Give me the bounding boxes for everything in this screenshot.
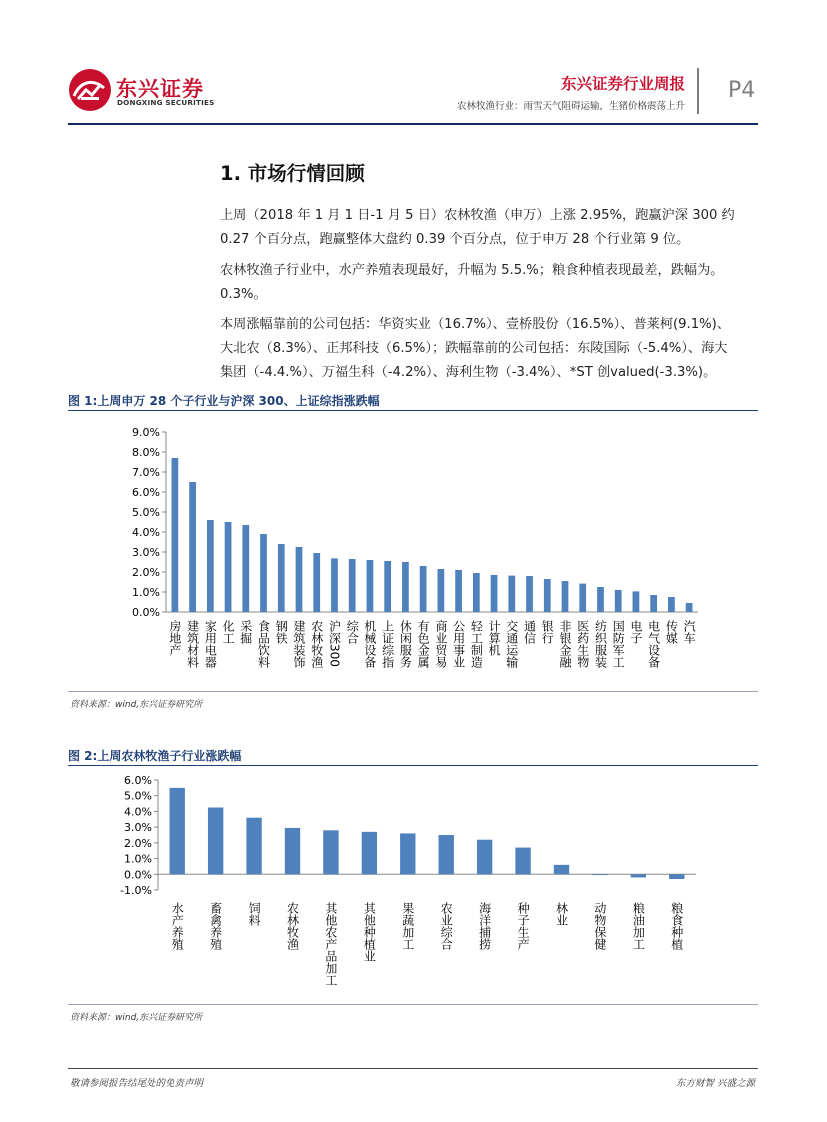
x-category-label: 计算机 — [487, 620, 502, 656]
page-number: P4 — [728, 78, 756, 103]
paragraph-line: 本周涨幅靠前的公司包括：华资实业（16.7%）、壹桥股份（16.5%）、普莱柯(9.1%)、 — [220, 317, 731, 332]
logo-text-en: DONGXING SECURITIES — [117, 98, 215, 107]
bar — [508, 576, 515, 612]
x-category-label: 医药生物 — [575, 620, 590, 668]
y-tick-label: 6.0% — [132, 486, 160, 499]
paragraph-line: 集团（-4.4.%）、万福生科（-4.2%）、海利生物（-3.4%）、*ST 创valued(-3.3%)。 — [220, 365, 717, 380]
footer-slogan: 东方财智 兴盛之源 — [675, 1078, 755, 1089]
paragraph-line: 大北农（8.3%）、正邦科技（6.5%）；跌幅靠前的公司包括：东陵国际（-5.4%）、海大 — [220, 341, 728, 356]
x-category-label: 农林牧渔 — [309, 620, 324, 668]
bar — [633, 591, 640, 612]
x-category-label: 商业贸易 — [433, 620, 448, 668]
bar — [420, 566, 427, 612]
bar — [189, 482, 196, 612]
bar — [208, 808, 223, 875]
figure-1-title: 图 1:上周申万 28 个子行业与沪深 300、上证综指涨跌幅 — [68, 394, 380, 408]
bar — [439, 835, 454, 874]
bar — [296, 547, 303, 612]
y-tick-label: 1.0% — [124, 852, 152, 866]
bar — [242, 525, 249, 612]
bar — [686, 603, 693, 612]
bar — [278, 544, 285, 612]
report-subtitle: 农林牧渔行业：雨雪天气阻碍运输，生猪价格震荡上升 — [456, 101, 685, 112]
x-category-label: 综合 — [345, 620, 360, 644]
figure-2-bottom-rule — [68, 1004, 758, 1005]
logo-emblem-icon — [68, 68, 112, 112]
paragraph-line: 农林牧渔子行业中，水产养殖表现最好，升幅为 5.5.%；粮食种植表现最差，跌幅为。 — [220, 263, 724, 278]
x-category-label: 建筑材料 — [185, 620, 200, 668]
x-category-label: 其他种植业 — [362, 902, 377, 962]
bar — [669, 874, 684, 879]
bar — [491, 575, 498, 612]
x-category-label: 有色金属 — [416, 620, 431, 668]
bar — [473, 573, 480, 612]
report-name: 东兴证券行业周报 — [560, 75, 685, 93]
bar — [260, 534, 267, 612]
page-header — [0, 0, 827, 130]
x-category-label: 粮食种植 — [669, 902, 684, 950]
bar — [554, 865, 569, 874]
x-category-label: 非银金融 — [558, 620, 572, 668]
x-category-label: 农林牧渔 — [285, 902, 300, 950]
bar — [477, 840, 492, 875]
x-category-label: 国防军工 — [611, 620, 626, 668]
x-category-label: 化工 — [221, 620, 236, 644]
x-category-label: 果蔬加工 — [400, 902, 415, 950]
x-category-label: 粮油加工 — [631, 902, 646, 950]
bar — [349, 559, 356, 612]
x-category-label: 汽车 — [682, 620, 697, 644]
x-category-label: 采掘 — [238, 620, 253, 644]
header-rule — [68, 123, 758, 125]
bar — [579, 584, 586, 612]
bar — [285, 828, 300, 874]
x-category-label: 农业综合 — [439, 902, 454, 950]
figure-2-chart — [68, 767, 758, 1003]
x-category-label: 林业 — [554, 902, 569, 926]
y-tick-label: 4.0% — [132, 526, 160, 539]
bar — [562, 581, 569, 612]
x-category-label: 家用电器 — [203, 620, 218, 668]
x-category-label: 其他农产品加工 — [323, 902, 338, 986]
bar — [544, 579, 551, 612]
x-category-label: 机械设备 — [362, 620, 377, 668]
bar — [331, 558, 338, 612]
bar — [455, 570, 462, 612]
y-tick-label: 5.0% — [132, 506, 160, 519]
y-tick-label: 0.0% — [124, 868, 152, 882]
paragraph-line: 上周（2018 年 1 月 1 日-1 月 5 日）农林牧渔（申万）上涨 2.95%，跑赢沪深 300 约 — [220, 208, 735, 223]
paragraph-2 — [220, 259, 760, 307]
bar — [207, 520, 214, 612]
figure-1-chart — [68, 412, 758, 690]
x-category-label: 通信 — [522, 620, 537, 644]
y-tick-label: 3.0% — [132, 546, 160, 559]
bar — [668, 597, 675, 612]
x-category-label: 房地产 — [167, 620, 182, 656]
x-category-label: 食品饮料 — [256, 620, 271, 668]
x-category-label: 轻工制造 — [469, 620, 484, 668]
logo-text-cn: 东兴证券 — [116, 77, 204, 101]
footer-rule — [68, 1068, 758, 1069]
x-category-label: 传媒 — [664, 620, 679, 644]
x-category-label: 水产养殖 — [170, 902, 185, 950]
x-category-label: 电子 — [628, 620, 643, 644]
figure-1-bottom-rule — [68, 691, 758, 692]
bar — [615, 590, 622, 612]
bar — [515, 848, 530, 875]
x-category-label: 种子生产 — [516, 902, 531, 950]
figure-2-source: 资料来源：wind,东兴证券研究所 — [70, 1013, 203, 1023]
paragraph-line: 0.3%。 — [220, 287, 267, 302]
y-tick-label: 0.0% — [132, 606, 160, 619]
x-category-label: 休闲服务 — [398, 620, 413, 668]
header-divider — [697, 68, 699, 114]
y-tick-label: 1.0% — [132, 586, 160, 599]
section-title: 1. 市场行情回顾 — [220, 162, 365, 185]
paragraph-3 — [220, 313, 760, 385]
footer-disclaimer: 敬请参阅报告结尾处的免责声明 — [70, 1078, 204, 1089]
bar — [171, 458, 178, 612]
company-logo — [68, 68, 215, 113]
bar — [592, 874, 607, 875]
figure-2-top-rule — [68, 765, 758, 766]
bar — [367, 560, 374, 612]
y-tick-label: 7.0% — [132, 466, 160, 479]
x-category-label: 畜禽养殖 — [208, 902, 223, 950]
x-category-label: 饲料 — [247, 902, 262, 926]
figure-1-top-rule — [68, 410, 758, 411]
bar — [402, 562, 409, 612]
x-category-label: 银行 — [540, 620, 555, 644]
y-tick-label: 8.0% — [132, 446, 160, 459]
figure-2-title: 图 2:上周农林牧渔子行业涨跌幅 — [68, 749, 242, 763]
bar — [631, 874, 646, 877]
bar — [170, 788, 185, 874]
x-category-label: 公用事业 — [451, 620, 466, 668]
x-category-label: 沪深300 — [327, 620, 342, 667]
bar — [526, 576, 533, 612]
y-tick-label: -1.0% — [120, 884, 152, 897]
bar — [246, 818, 261, 875]
paragraph-line: 0.27 个百分点，跑赢整体大盘约 0.39 个百分点，位于申万 28 个行业第 9 位。 — [220, 232, 690, 247]
y-tick-label: 2.0% — [124, 836, 152, 850]
bar — [400, 833, 415, 874]
x-category-label: 动物保健 — [592, 902, 607, 950]
bar — [597, 587, 604, 612]
bar — [384, 561, 391, 612]
y-tick-label: 4.0% — [124, 805, 152, 819]
y-tick-label: 3.0% — [124, 821, 152, 835]
x-category-label: 电气设备 — [646, 620, 661, 668]
bar — [437, 569, 444, 612]
bar — [650, 595, 657, 612]
paragraph-1 — [220, 204, 760, 252]
x-category-label: 钢铁 — [274, 620, 289, 644]
figure-1-source: 资料来源：wind,东兴证券研究所 — [70, 700, 203, 710]
x-category-label: 海洋捕捞 — [477, 902, 492, 950]
y-tick-label: 6.0% — [124, 774, 152, 787]
bar — [225, 522, 232, 612]
bar — [362, 832, 377, 874]
bar — [323, 830, 338, 874]
x-category-label: 建筑装饰 — [292, 620, 306, 668]
x-category-label: 交通运输 — [504, 620, 519, 668]
y-tick-label: 9.0% — [132, 426, 160, 439]
x-category-label: 上证综指 — [380, 620, 395, 668]
x-category-label: 纺织服装 — [593, 620, 608, 668]
y-tick-label: 2.0% — [132, 566, 160, 579]
bar — [313, 553, 320, 612]
y-tick-label: 5.0% — [124, 789, 152, 803]
